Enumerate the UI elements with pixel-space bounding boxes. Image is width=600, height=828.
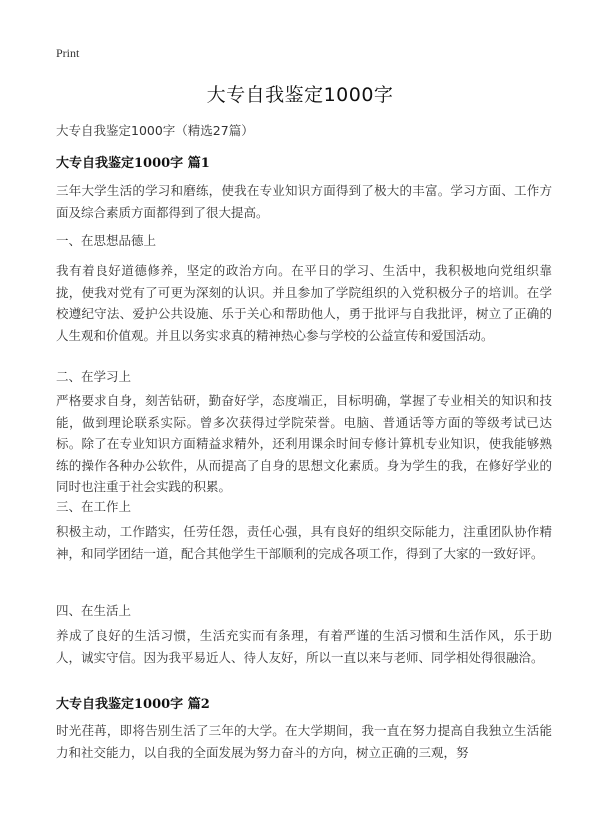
page-title: 大专自我鉴定1000字 (206, 84, 394, 106)
section-heading-morality: 一、在思想品德上 (56, 233, 157, 248)
section-heading-work: 三、在工作上 (56, 499, 132, 514)
section-heading-life: 四、在生活上 (56, 603, 132, 618)
document-subtitle: 大专自我鉴定1000字（精选27篇） (56, 123, 254, 138)
article-2-intro: 时光荏苒，即将告别生活了三年的大学。在大学期间，我一直在努力提高自我独立生活能力和社交能力，以自我的全面发展为努力奋斗的方向，树立正确的三观，努 (56, 723, 552, 760)
article-1-intro: 三年大学生活的学习和磨练，使我在专业知识方面得到了极大的丰富。学习方面、工作方面及综合素质方面都得到了很大提高。 (56, 183, 552, 220)
article-heading-2: 大专自我鉴定1000字 篇2 (56, 697, 210, 712)
article-heading-1: 大专自我鉴定1000字 篇1 (56, 156, 210, 171)
section-text-work: 积极主动，工作踏实，任劳任怨，责任心强，具有良好的组织交际能力，注重团队协作精神，和同学团结一道，配合其他学生干部顺利的完成各项工作，得到了大家的一致好评。 (56, 524, 552, 561)
section-text-life: 养成了良好的生活习惯，生活充实而有条理，有着严谨的生活习惯和生活作风，乐于助人，诚实守信。因为我平易近人、待人友好，所以一直以来与老师、同学相处得很融洽。 (56, 628, 552, 665)
section-text-morality: 我有着良好道德修养，坚定的政治方向。在平日的学习、生活中，我积极地向党组织靠拢，使我对党有了可更为深刻的认识。并且参加了学院组织的入党积极分子的培训。在学校遵纪守法、爱护公共设施、乐于关心和帮助他人，勇于批评与自我批评，树立了正确的人生观和价值观。并且以务实求真的精神热心参与学校的公益宣传和爱国活动。 (56, 263, 552, 343)
section-heading-study: 二、在学习上 (56, 369, 132, 384)
print-link[interactable]: Print (56, 46, 80, 60)
section-text-study: 严格要求自身，刻苦钻研，勤奋好学，态度端正，目标明确，掌握了专业相关的知识和技能，做到理论联系实际。曾多次获得过学院荣誉。电脑、普通话等方面的等级考试已达标。除了在专业知识方面精益求精外，还利用课余时间专修计算机专业知识，使我能够熟练的操作各种办公软件，从而提高了自身的思想文化素质。身为学生的我，在修好学业的同时也注重于社会实践的积累。 (56, 393, 552, 494)
